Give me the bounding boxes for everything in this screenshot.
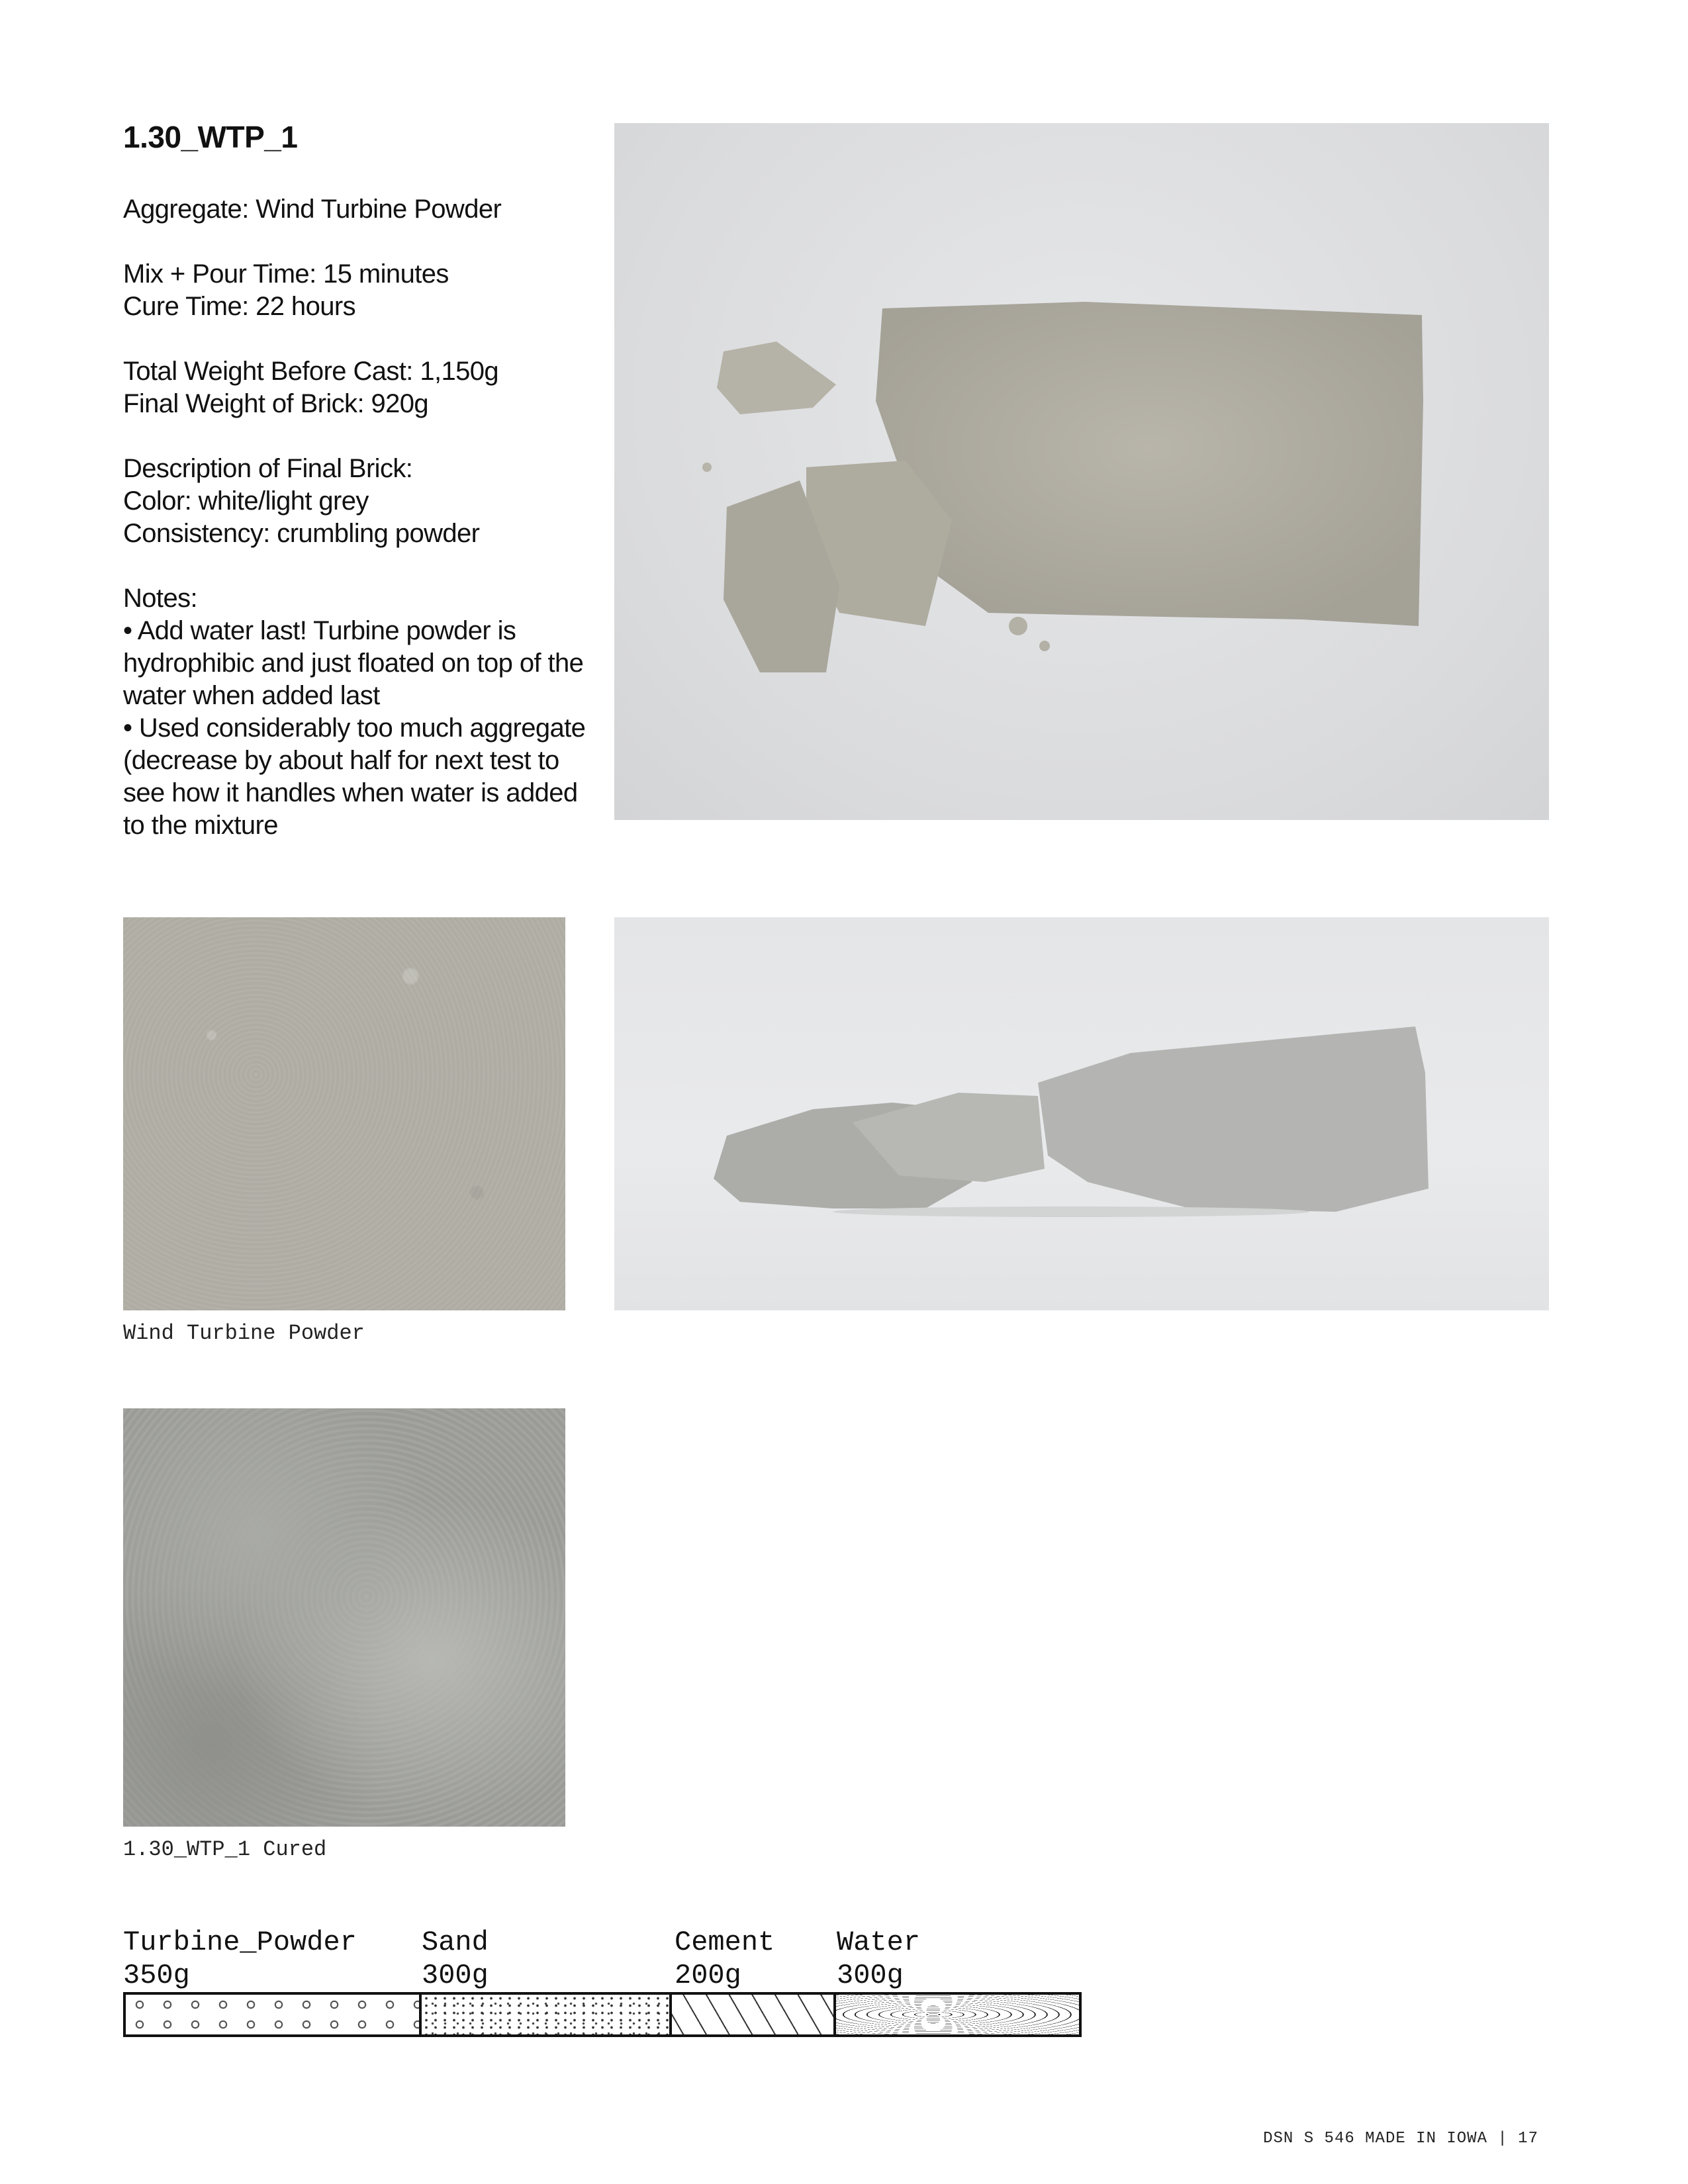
mix-segment-turbine-powder <box>126 1995 419 2034</box>
mix-name: Water <box>837 1927 921 1958</box>
page-title: 1.30_WTP_1 <box>123 120 298 154</box>
note-1: • Add water last! Turbine powder is hydrophibic and just floated on top of the water when added last <box>123 616 584 710</box>
note-2: • Used considerably too much aggregate (decrease by about half for next test to see how it handles when water is added to the mixture <box>123 713 586 840</box>
mix-amount: 200g <box>675 1960 741 1991</box>
weight-before-line: Total Weight Before Cast: 1,150g <box>123 357 499 386</box>
weight-final-line: Final Weight of Brick: 920g <box>123 389 429 418</box>
brick-side-photo <box>614 917 1549 1310</box>
cured-closeup-photo <box>123 1408 565 1827</box>
mix-pour-time-line: Mix + Pour Time: 15 minutes <box>123 259 449 289</box>
mix-label-water <box>837 1926 920 1992</box>
mix-label-sand <box>422 1926 489 1992</box>
brick-top-photo <box>614 123 1549 820</box>
mix-proportion-bar <box>123 1992 1082 2037</box>
page-footer: DSN S 546 MADE IN IOWA | 17 <box>1263 2130 1538 2148</box>
mix-amount: 300g <box>837 1960 904 1991</box>
mix-amount: 350g <box>123 1960 190 1991</box>
mix-label-cement <box>675 1926 774 1992</box>
powder-closeup-photo <box>123 917 565 1310</box>
spec-block <box>123 193 586 842</box>
notes-heading: Notes: <box>123 584 198 613</box>
cured-caption: 1.30_WTP_1 Cured <box>123 1837 327 1862</box>
mix-name: Sand <box>422 1927 489 1958</box>
description-heading: Description of Final Brick: <box>123 454 413 483</box>
mix-amount: 300g <box>422 1960 489 1991</box>
aggregate-line: Aggregate: Wind Turbine Powder <box>123 195 502 224</box>
mix-name: Cement <box>675 1927 775 1958</box>
mix-label-turbine <box>123 1926 357 1992</box>
mix-segment-cement <box>669 1995 833 2034</box>
color-line: Color: white/light grey <box>123 486 369 516</box>
mix-segment-sand <box>419 1995 669 2034</box>
powder-caption: Wind Turbine Powder <box>123 1321 365 1345</box>
mix-name: Turbine_Powder <box>123 1927 357 1958</box>
cure-time-line: Cure Time: 22 hours <box>123 292 355 321</box>
mix-segment-water <box>833 1995 1079 2034</box>
consistency-line: Consistency: crumbling powder <box>123 519 480 548</box>
